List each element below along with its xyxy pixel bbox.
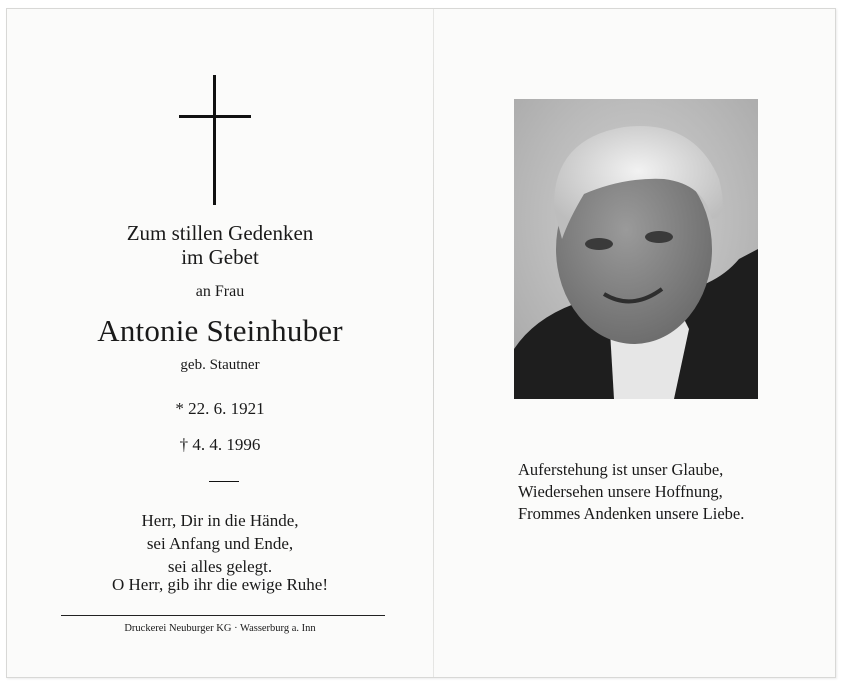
- deceased-name: Antonie Steinhuber: [97, 313, 343, 348]
- verse-line-3: Frommes Andenken unsere Liebe.: [518, 504, 745, 523]
- verse-line-1: Auferstehung ist unser Glaube,: [518, 460, 724, 479]
- separator-dash: [209, 481, 239, 482]
- memorial-card: [6, 8, 836, 678]
- memorial-line-2: im Gebet: [181, 245, 259, 269]
- memorial-heading: [7, 221, 433, 269]
- rest-line: O Herr, gib ihr die ewige Ruhe!: [111, 575, 328, 594]
- memorial-line-1: Zum stillen Gedenken: [126, 221, 314, 245]
- maiden-name: geb. Stautner: [180, 357, 260, 373]
- closing-verse: [518, 459, 818, 525]
- prayer-line-2: sei Anfang und Ende,: [146, 534, 294, 553]
- left-panel: [7, 9, 433, 677]
- salutation: an Frau: [195, 283, 245, 300]
- verse-line-2: Wiedersehen unsere Hoffnung,: [518, 482, 723, 501]
- cross-icon: [179, 75, 251, 205]
- portrait-photo: [514, 99, 758, 399]
- printer-credit: Druckerei Neuburger KG · Wasserburg a. Inn: [124, 623, 316, 634]
- right-panel: [434, 9, 835, 677]
- death-date: † 4. 4. 1996: [179, 435, 261, 454]
- footer-rule: [61, 615, 385, 616]
- prayer-line-3: sei alles gelegt.: [167, 557, 273, 576]
- prayer: [7, 509, 433, 578]
- birth-date: * 22. 6. 1921: [175, 399, 265, 418]
- prayer-line-1: Herr, Dir in die Hände,: [141, 511, 299, 530]
